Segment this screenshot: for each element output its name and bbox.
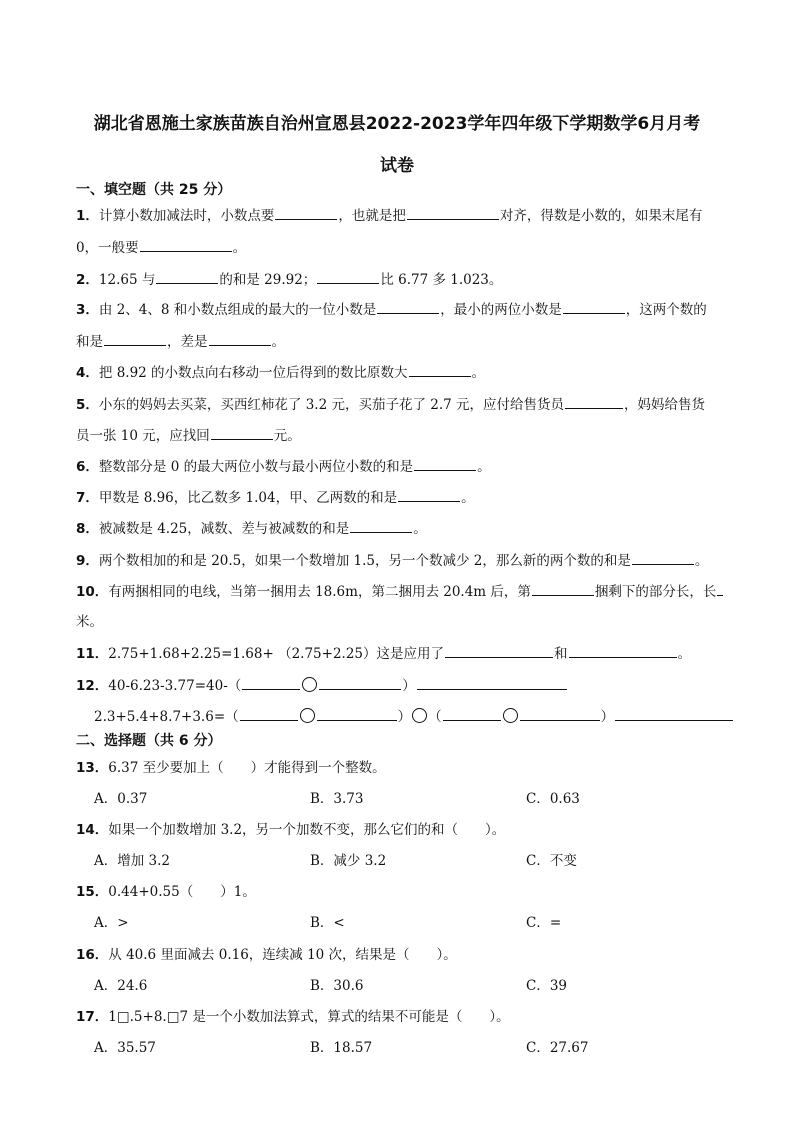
- operator-circle[interactable]: [302, 677, 317, 692]
- question-16: [76, 945, 754, 965]
- option-c[interactable]: C．27.67: [526, 1040, 589, 1056]
- question-text: 。: [477, 459, 491, 475]
- question-text: 比 6.77 多 1.023。: [380, 272, 503, 288]
- exam-title: [40, 103, 754, 187]
- answer-blank[interactable]: [317, 706, 397, 721]
- question-text: ，最小的两位小数是: [440, 302, 562, 318]
- answer-blank[interactable]: [104, 331, 166, 346]
- answer-blank[interactable]: [445, 643, 553, 658]
- question-number: 9．: [76, 553, 99, 569]
- question-number: 10．: [76, 584, 109, 600]
- exam-title-line2: 试卷: [380, 156, 414, 176]
- question-text: 0，一般要: [76, 240, 139, 256]
- answer-blank[interactable]: [414, 456, 476, 471]
- question-text: 把 8.92 的小数点向右移动一位后得到的数比原数大: [98, 365, 408, 381]
- question-text: 有两捆相同的电线，当第一捆用去 18.6m，第二捆用去 20.4m 后，第: [108, 584, 531, 600]
- question-text: 2.75+1.68+2.25=1.68+ （2.75+2.25）这是应用了: [108, 646, 444, 662]
- question-number: 6．: [76, 459, 99, 475]
- answer-blank[interactable]: [565, 394, 623, 409]
- question-7: [76, 487, 754, 508]
- question-6: [76, 456, 754, 477]
- question-15: [76, 882, 754, 902]
- answer-blank[interactable]: [563, 299, 625, 314]
- question-12: [76, 675, 754, 696]
- question-number: 11．: [76, 646, 109, 662]
- answer-blank[interactable]: [443, 706, 501, 721]
- question-text: 被减数是 4.25，减数、差与被减数的和是: [98, 521, 350, 537]
- answer-blank[interactable]: [615, 706, 733, 721]
- answer-blank[interactable]: [317, 269, 379, 284]
- question-text: 计算小数加减法时，小数点要: [98, 208, 275, 224]
- question-text: 对齐，得数是小数的，如果末尾有: [499, 208, 703, 224]
- answer-blank[interactable]: [209, 331, 271, 346]
- answer-blank[interactable]: [242, 675, 300, 690]
- question-11: [76, 643, 754, 664]
- answer-blank[interactable]: [240, 706, 298, 721]
- question-text: 12.65 与: [98, 272, 156, 288]
- question-text: 。: [232, 240, 247, 256]
- question-text: 由 2、4、8 和小数点组成的最大的一位小数是: [98, 302, 377, 318]
- question-text: ）: [600, 709, 615, 725]
- option-b[interactable]: B．18.57: [310, 1040, 373, 1056]
- question-number: 8．: [76, 521, 99, 537]
- question-number: 1．: [76, 208, 99, 224]
- question-text: ，妈妈给售货: [624, 397, 706, 413]
- option-a[interactable]: A．>: [94, 915, 129, 931]
- option-c[interactable]: C．=: [526, 915, 562, 931]
- answer-blank[interactable]: [275, 205, 337, 220]
- question-text: 。: [461, 490, 475, 506]
- question-2: [76, 269, 754, 290]
- section-fill-in-heading: 一、填空题（共 25 分）: [76, 182, 232, 198]
- question-number: 2．: [76, 272, 99, 288]
- answer-blank[interactable]: [417, 675, 567, 690]
- answer-blank[interactable]: [156, 269, 218, 284]
- question-number: 12．: [76, 678, 109, 694]
- answer-blank[interactable]: [211, 425, 273, 440]
- question-14: [76, 820, 754, 840]
- question-8: [76, 518, 754, 539]
- question-13: [76, 758, 754, 778]
- answer-blank[interactable]: [532, 581, 594, 596]
- question-text: 。: [677, 646, 691, 662]
- question-text: ，差是: [167, 334, 208, 350]
- section-choice-heading: 二、选择题（共 6 分）: [76, 733, 222, 749]
- answer-blank[interactable]: [569, 643, 677, 658]
- question-text: 。: [413, 521, 427, 537]
- question-text: 员一张 10 元，应找回: [76, 428, 210, 444]
- question-text: 捆剩下的部分长，长: [594, 584, 717, 600]
- question-number: 4．: [76, 365, 99, 381]
- question-text: 40-6.23-3.77=40-（: [108, 678, 242, 694]
- question-text: ）: [402, 678, 416, 694]
- question-text: 小东的妈妈去买菜，买西红柿花了 3.2 元，买茄子花了 2.7 元，应付给售货员: [98, 397, 565, 413]
- answer-blank[interactable]: [319, 675, 401, 690]
- question-5-cont: [76, 425, 754, 446]
- question-number: 13．: [76, 760, 109, 776]
- question-10-cont: [76, 612, 754, 632]
- question-number: 3．: [76, 302, 99, 318]
- question-text: 元。: [273, 428, 301, 444]
- question-text: ，也就是把: [338, 208, 406, 224]
- operator-circle[interactable]: [412, 708, 427, 723]
- question-text: 1□.5+8.□7 是一个小数加法算式，算式的结果不可能是（ ）。: [108, 1009, 510, 1025]
- question-number: 5．: [76, 397, 99, 413]
- question-text: 2.3+5.4+8.7+3.6=（: [94, 709, 239, 725]
- question-text: 。: [694, 553, 709, 569]
- question-text: 和是: [76, 334, 103, 350]
- question-text: 米。: [76, 614, 103, 630]
- question-number: 16．: [76, 947, 109, 963]
- option-a[interactable]: A．0.37: [94, 791, 148, 807]
- question-10: [76, 581, 754, 602]
- option-a[interactable]: A．35.57: [94, 1040, 156, 1056]
- answer-blank[interactable]: [350, 518, 412, 533]
- question-17: [76, 1007, 754, 1027]
- answer-blank[interactable]: [398, 487, 460, 502]
- question-text: （: [428, 709, 442, 725]
- option-b[interactable]: B．减少 3.2: [310, 853, 387, 869]
- question-4: [76, 362, 754, 383]
- question-text: 。: [271, 334, 285, 350]
- question-text: 从 40.6 里面减去 0.16，连续减 10 次，结果是（ ）。: [108, 947, 457, 963]
- question-number: 15．: [76, 884, 109, 900]
- question-9: [76, 550, 754, 571]
- option-c[interactable]: C．39: [526, 978, 568, 994]
- question-text: 和: [554, 646, 568, 662]
- question-text: 0.44+0.55（ ）1。: [108, 884, 256, 900]
- question-number: 7．: [76, 490, 99, 506]
- answer-blank[interactable]: [717, 581, 723, 596]
- question-number: 17．: [76, 1009, 109, 1025]
- question-12-cont: [94, 706, 754, 727]
- question-1-cont: [76, 237, 754, 258]
- exam-title-line1: 湖北省恩施土家族苗族自治州宣恩县2022-2023学年四年级下学期数学6月月考: [93, 114, 701, 134]
- operator-circle[interactable]: [503, 708, 518, 723]
- option-c[interactable]: C．0.63: [526, 791, 580, 807]
- answer-blank[interactable]: [407, 205, 499, 220]
- option-b[interactable]: B．3.73: [310, 791, 364, 807]
- answer-blank[interactable]: [377, 299, 439, 314]
- question-text: 甲数是 8.96，比乙数多 1.04，甲、乙两数的和是: [98, 490, 398, 506]
- question-text: ）: [397, 709, 412, 725]
- question-text: 两个数相加的和是 20.5，如果一个数增加 1.5，另一个数减少 2，那么新的两个数的和是: [98, 553, 631, 569]
- question-1: [76, 205, 754, 226]
- question-text: 整数部分是 0 的最大两位小数与最小两位小数的和是: [98, 459, 414, 475]
- question-text: ，这两个数的: [625, 302, 707, 318]
- option-a[interactable]: A．增加 3.2: [94, 853, 171, 869]
- question-3-cont: [76, 331, 754, 352]
- option-c[interactable]: C．不变: [526, 853, 577, 869]
- question-text: 6.37 至少要加上（ ）才能得到一个整数。: [108, 760, 386, 776]
- question-text: 如果一个加数增加 3.2，另一个加数不变，那么它们的和（ ）。: [108, 822, 506, 838]
- operator-circle[interactable]: [300, 708, 315, 723]
- question-5: [76, 394, 754, 415]
- answer-blank[interactable]: [409, 362, 471, 377]
- answer-blank[interactable]: [520, 706, 600, 721]
- option-b[interactable]: B．30.6: [310, 978, 364, 994]
- question-text: 。: [471, 365, 486, 381]
- question-3: [76, 299, 754, 320]
- option-a[interactable]: A．24.6: [94, 978, 148, 994]
- answer-blank[interactable]: [632, 550, 694, 565]
- question-text: 的和是 29.92；: [219, 272, 317, 288]
- answer-blank[interactable]: [140, 237, 232, 252]
- question-number: 14．: [76, 822, 109, 838]
- option-b[interactable]: B．<: [310, 915, 345, 931]
